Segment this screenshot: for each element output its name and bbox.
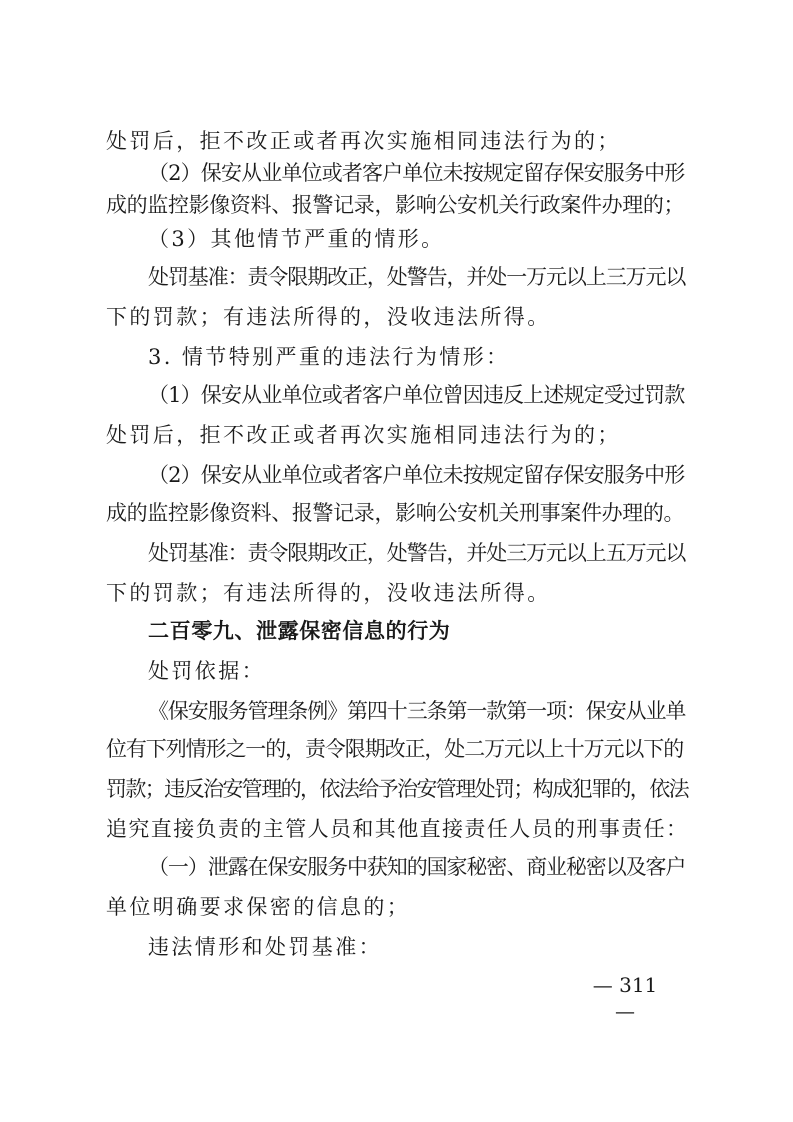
text-line: 罚款；违反治安管理的，依法给予治安管理处罚；构成犯罪的，依法 xyxy=(106,777,688,801)
text-line: 处罚后，拒不改正或者再次实施相同违法行为的； xyxy=(106,129,621,153)
text-line: （1）保安从业单位或者客户单位曾因违反上述规定受过罚款 xyxy=(148,383,685,407)
text-line: （3）其他情节严重的情形。 xyxy=(148,227,445,251)
text-line: （2）保安从业单位或者客户单位未按规定留存保安服务中形 xyxy=(148,161,685,185)
text-line: 单位明确要求保密的信息的； xyxy=(106,895,411,919)
text-line: 《保安服务管理条例》第四十三条第一款第一项：保安从业单 xyxy=(148,699,686,723)
text-line: 成的监控影像资料、报警记录，影响公安机关行政案件办理的； xyxy=(106,193,685,217)
text-line: 处罚后，拒不改正或者再次实施相同违法行为的； xyxy=(106,423,621,447)
text-line: 3. 情节特别严重的违法行为情形： xyxy=(148,345,510,369)
text-line: （2）保安从业单位或者客户单位未按规定留存保安服务中形 xyxy=(148,463,685,487)
text-line: 下的罚款；有违法所得的，没收违法所得。 xyxy=(106,305,551,329)
text-line: 处罚依据： xyxy=(148,659,265,683)
text-line: 违法情形和处罚基准： xyxy=(148,935,382,959)
text-line: 追究直接负责的主管人员和其他直接责任人员的刑事责任： xyxy=(106,817,689,841)
text-line: 成的监控影像资料、报警记录，影响公安机关刑事案件办理的。 xyxy=(106,501,685,525)
text-line: 位有下列情形之一的，责令限期改正，处二万元以上十万元以下的 xyxy=(106,737,684,761)
text-line: （一）泄露在保安服务中获知的国家秘密、商业秘密以及客户 xyxy=(148,855,686,879)
section-heading: 二百零九、泄露保密信息的行为 xyxy=(148,619,451,643)
text-line: 处罚基准：责令限期改正，处警告，并处三万元以上五万元以 xyxy=(148,541,686,565)
page-number: — 311 — xyxy=(592,973,658,1023)
text-line: 下的罚款；有违法所得的，没收违法所得。 xyxy=(106,581,551,605)
text-line: 处罚基准：责令限期改正，处警告，并处一万元以上三万元以 xyxy=(148,265,686,289)
